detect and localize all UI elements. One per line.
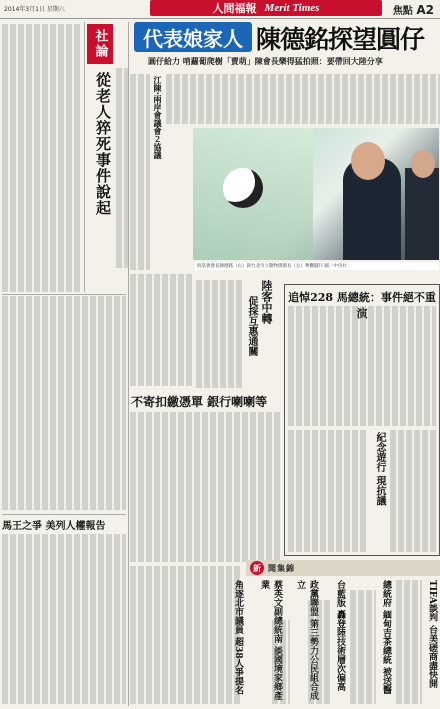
news-briefs-badge: 新 [250,561,264,575]
divider-mid [128,22,129,706]
masthead [150,0,382,16]
editorial-title: 從老人猝死事件說起 [94,72,112,216]
text-block-left-lower [2,296,126,510]
brief-headline-4: 政黨聯盟 第三勢力公民組合成立 [295,580,318,701]
photo-person2-body [405,168,439,260]
brief-headline-5: 蔡英文副總統南 談國境家鄉產業 [259,580,282,701]
brief-headline-3: 台藍版 轟登陸技術層次偏高 [335,580,345,692]
bank-headline: 不寄扣繳憑單 銀行喇喇等 [131,395,268,409]
boxed-story-text-lower [288,430,368,552]
newspaper-logo: 人間福報 [212,2,257,15]
brief-headline-2: 總統府 緬甸吉茶總統 被送醫 [381,580,391,695]
main-vertical-subhead: 江陳‧兩岸會議會２協議 [153,76,162,159]
boxed-story-subhead: 紀念遊行 現抗議 [374,432,385,506]
main-text-upper [166,74,440,124]
lower-mid-text [130,566,242,704]
issue-date: 2014年3月1日 星期六 [4,6,65,13]
boxed-story-headline: 追悼228 馬總統：事件絕不重演 [288,291,436,320]
boxed-story-text [288,306,436,426]
brief-text-4 [272,620,290,704]
photo-person2-head [411,150,435,178]
news-briefs-banner [246,560,440,576]
editorial-label: 社論 [87,24,113,64]
bank-text [130,412,280,562]
ma-headline: 馬王之爭 美列人權報告 [2,521,106,532]
divider-left [84,22,85,292]
brief-text-3 [308,600,330,704]
header-rule [0,18,440,19]
brief-headline-6: 角逐北市議員 超38人爭提名 [233,580,243,695]
main-headline: 陳德銘探望圓仔 [256,25,425,54]
boxed-story-text-lower-right [390,430,436,552]
photo-caption: 海基會會長陳德銘（右）與台北市立動物園園長（左）參觀圓仔 圖／中央社 [195,262,439,270]
side-subheadline: 促採互惠通關 [246,296,257,356]
text-block-ma [2,534,126,704]
editorial-text [116,68,128,268]
text-block-left [2,24,82,292]
brief-headline-1: TIFA談判 台美磋商盡快開 [427,580,437,688]
divider-upper [2,294,126,295]
divider-ma [2,514,126,515]
news-photo [193,128,439,260]
page-number: A2 [416,3,434,17]
side-headline: 陸客中轉 [260,280,273,324]
photo-panda [223,168,263,208]
section-name: 焦點 [392,6,413,17]
brief-text-2 [350,590,376,704]
section-label [393,2,434,17]
side-text [196,280,242,388]
news-briefs-label: 聞集錦 [268,563,295,573]
main-kicker: 代表娘家人 [134,22,252,52]
main-text-mid [130,274,192,386]
brief-text-1 [396,580,422,704]
photo-person-head [351,142,385,180]
main-text-upper-left [130,74,150,270]
main-subtitle: 圓仔給力 啃蘿蔔爬樹「賣萌」陳會長樂得猛拍照：要帶回大陸分享 [148,57,383,66]
newspaper-english-name: Merit Times [264,2,320,14]
